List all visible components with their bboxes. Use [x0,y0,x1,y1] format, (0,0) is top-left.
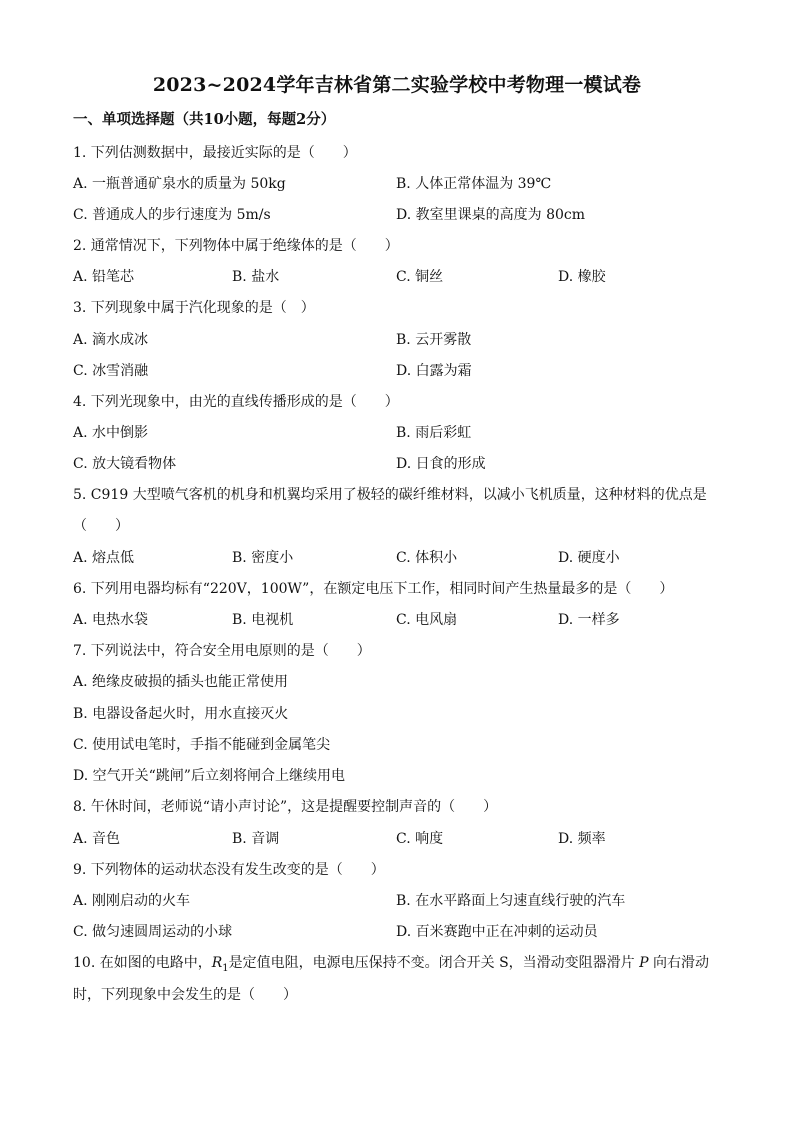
question-7-option-d[interactable]: D. 空气开关“跳闸”后立刻将闸合上继续用电 [73,768,345,784]
question-10-stem-part-a: 10. 在如图的电路中， [73,955,212,971]
question-8-option-c[interactable]: C. 响度 [396,831,444,847]
page-title: 2023~2024学年吉林省第二实验学校中考物理一模试卷 [152,74,642,96]
question-10-stem-part-c: 向右滑动 [648,955,710,971]
question-2-option-a[interactable]: A. 铅笔芯 [73,269,135,285]
question-5-option-a[interactable]: A. 熔点低 [73,550,135,566]
question-1-option-a[interactable]: A. 一瓶普通矿泉水的质量为 50kg [73,176,286,192]
question-5-option-d[interactable]: D. 硬度小 [558,550,620,566]
question-2-stem: 2. 通常情况下，下列物体中属于绝缘体的是（ ） [73,238,399,254]
question-9-option-b[interactable]: B. 在水平路面上匀速直线行驶的汽车 [396,893,626,909]
question-8-option-d[interactable]: D. 频率 [558,831,606,847]
question-10-stem-part-b: 是定值电阻，电源电压保持不变。闭合开关 S，当滑动变阻器滑片 [228,955,640,971]
question-7-option-a[interactable]: A. 绝缘皮破损的插头也能正常使用 [73,674,289,690]
question-9-option-d[interactable]: D. 百米赛跑中正在冲刺的运动员 [396,924,598,940]
question-5-option-c[interactable]: C. 体积小 [396,550,458,566]
question-2-option-c[interactable]: C. 铜丝 [396,269,444,285]
resistor-symbol: R [211,955,223,971]
question-10-stem-line1 [73,952,709,974]
question-1-option-c[interactable]: C. 普通成人的步行速度为 5m/s [73,207,271,223]
question-7-option-b[interactable]: B. 电器设备起火时，用水直接灭火 [73,706,289,722]
question-1-stem: 1. 下列估测数据中，最接近实际的是（ ） [73,145,357,161]
question-4-option-a[interactable]: A. 水中倒影 [73,425,149,441]
slider-symbol: P [639,955,649,971]
question-6-stem: 6. 下列用电器均标有“220V，100W”，在额定电压下工作，相同时间产生热量最多的是（ ） [73,581,674,597]
question-1-option-b[interactable]: B. 人体正常体温为 39℃ [396,176,552,192]
question-10-stem-line2: 时，下列现象中会发生的是（ ） [73,987,297,1003]
question-6-option-d[interactable]: D. 一样多 [558,612,620,628]
question-4-option-d[interactable]: D. 日食的形成 [396,456,486,472]
question-9-option-a[interactable]: A. 刚刚启动的火车 [73,893,191,909]
question-9-option-c[interactable]: C. 做匀速圆周运动的小球 [73,924,233,940]
question-3-option-b[interactable]: B. 云开雾散 [396,332,472,348]
question-2-option-b[interactable]: B. 盐水 [232,269,280,285]
question-3-option-a[interactable]: A. 滴水成冰 [73,332,149,348]
question-4-stem: 4. 下列光现象中，由光的直线传播形成的是（ ） [73,394,399,410]
question-3-option-d[interactable]: D. 白露为霜 [396,363,472,379]
question-6-option-b[interactable]: B. 电视机 [232,612,294,628]
question-5-stem-line1: 5. C919 大型喷气客机的机身和机翼均采用了极轻的碳纤维材料，以减小飞机质量，这种材料的优点是 [73,487,707,503]
question-3-option-c[interactable]: C. 冰雪消融 [73,363,149,379]
question-5-stem-line2: （ ） [73,518,129,534]
question-7-option-c[interactable]: C. 使用试电笔时，手指不能碰到金属笔尖 [73,737,331,753]
section-heading: 一、单项选择题（共10小题，每题2分） [73,111,336,128]
question-7-stem: 7. 下列说法中，符合安全用电原则的是（ ） [73,643,371,659]
question-2-option-d[interactable]: D. 橡胶 [558,269,606,285]
question-9-stem: 9. 下列物体的运动状态没有发生改变的是（ ） [73,862,385,878]
question-5-option-b[interactable]: B. 密度小 [232,550,294,566]
question-8-stem: 8. 午休时间，老师说“请小声讨论”，这是提醒要控制声音的（ ） [73,799,498,815]
question-1-option-d[interactable]: D. 教室里课桌的高度为 80cm [396,207,586,223]
question-8-option-a[interactable]: A. 音色 [73,831,121,847]
question-6-option-a[interactable]: A. 电热水袋 [73,612,149,628]
resistor-subscript: 1 [222,962,229,974]
question-3-stem: 3. 下列现象中属于汽化现象的是（ ） [73,300,315,316]
question-4-option-b[interactable]: B. 雨后彩虹 [396,425,472,441]
question-8-option-b[interactable]: B. 音调 [232,831,280,847]
question-4-option-c[interactable]: C. 放大镜看物体 [73,456,177,472]
question-6-option-c[interactable]: C. 电风扇 [396,612,458,628]
